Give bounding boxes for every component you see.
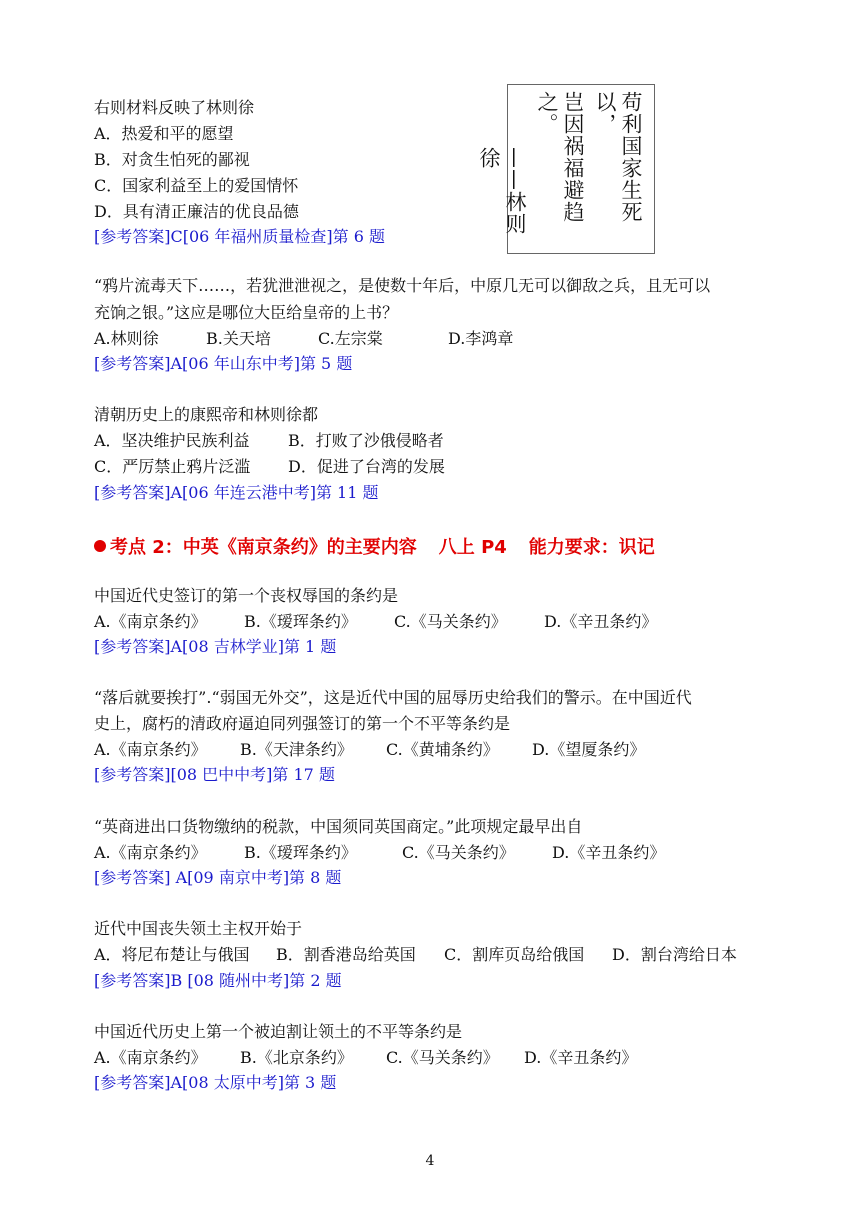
q6-answer: [参考答案] A[09 南京中考]第 8 题: [94, 868, 342, 887]
q5-stem-line-1: “落后就要挨打”.“弱国无外交”，这是近代中国的屈辱历史给我们的警示。在中国近代: [94, 688, 692, 707]
q4-option-b: B.《瑷珲条约》: [244, 612, 357, 631]
q5-stem-line-2: 史上，腐朽的清政府逼迫同列强签订的第一个不平等条约是: [94, 714, 511, 733]
q8-option-d: D.《辛丑条约》: [524, 1048, 638, 1067]
section-ability: 能力要求：识记: [528, 537, 655, 558]
q4-options: [94, 612, 657, 632]
q7-option-c: C．割库页岛给俄国: [444, 945, 585, 964]
q8-answer: [参考答案]A[08 太原中考]第 3 题: [94, 1073, 337, 1092]
q5-option-c: C.《黄埔条约》: [386, 740, 499, 759]
q8-option-c: C.《马关条约》: [386, 1048, 499, 1067]
section-heading: [94, 533, 655, 559]
q3-option-c: C．严厉禁止鸦片泛滥: [94, 457, 251, 476]
q5-option-d: D.《望厦条约》: [532, 740, 646, 759]
q7-option-a: A．将尼布楚让与俄国: [94, 945, 250, 964]
q5-answer: [参考答案][08 巴中中考]第 17 题: [94, 765, 335, 784]
q2-answer: [参考答案]A[06 年山东中考]第 5 题: [94, 354, 353, 373]
q6-option-b: B.《瑷珲条约》: [244, 843, 357, 862]
q1-option-b: B．对贪生怕死的鄙视: [94, 150, 250, 169]
q2-option-c: C.左宗棠: [318, 329, 383, 348]
q1-answer: [参考答案]C[06 年福州质量检查]第 6 题: [94, 227, 386, 246]
q2-option-d: D.李鸿章: [448, 329, 514, 348]
q7-stem: 近代中国丧失领土主权开始于: [94, 919, 303, 938]
q8-option-b: B.《北京条约》: [240, 1048, 353, 1067]
section-title: 考点 2：中英《南京条约》的主要内容: [110, 537, 417, 558]
q6-options: [94, 843, 665, 863]
q4-option-a: A.《南京条约》: [94, 612, 207, 631]
q4-option-d: D.《辛丑条约》: [544, 612, 658, 631]
q2-option-a: A.林则徐: [94, 329, 159, 348]
q6-stem: “英商进出口货物缴纳的税款，中国须同英国商定。”此项规定最早出自: [94, 817, 583, 836]
q7-options: [94, 945, 737, 965]
q3-options-row-1: [94, 431, 444, 451]
q4-stem: 中国近代史签订的第一个丧权辱国的条约是: [94, 586, 399, 605]
q7-option-d: D．割台湾给日本: [612, 945, 737, 964]
q6-option-c: C.《马关条约》: [402, 843, 515, 862]
quote-line-1: 苟利国家生死以，: [593, 91, 643, 223]
q2-options: [94, 329, 513, 349]
q2-option-b: B.关天培: [206, 329, 271, 348]
q1-stem: 右则材料反映了林则徐: [94, 98, 255, 117]
q1-option-d: D．具有清正廉洁的优良品德: [94, 202, 299, 221]
q3-stem: 清朝历史上的康熙帝和林则徐都: [94, 405, 319, 424]
q1-option-a: A．热爱和平的愿望: [94, 124, 234, 143]
q2-stem-line-1: “鸦片流毒天下……，若犹泄泄视之，是使数十年后，中原几无可以御敌之兵，且无可以: [94, 276, 711, 295]
quote-signature: ——林则徐: [477, 147, 527, 235]
q3-answer: [参考答案]A[06 年连云港中考]第 11 题: [94, 483, 379, 502]
section-book-page: 八上 P4: [438, 537, 507, 558]
q1-option-c: C．国家利益至上的爱国情怀: [94, 176, 299, 195]
q8-stem: 中国近代历史上第一个被迫割让领土的不平等条约是: [94, 1022, 463, 1041]
q3-options-row-2: [94, 457, 445, 477]
q5-option-b: B.《天津条约》: [240, 740, 353, 759]
page-number: 4: [425, 1153, 435, 1169]
q3-option-a: A．坚决维护民族利益: [94, 431, 250, 450]
q2-stem-line-2: 充饷之银。”这应是哪位大臣给皇帝的上书？: [94, 303, 399, 322]
q8-options: [94, 1048, 637, 1068]
q7-answer: [参考答案]B [08 随州中考]第 2 题: [94, 971, 342, 990]
q6-option-a: A.《南京条约》: [94, 843, 207, 862]
bullet-dot-icon: [94, 540, 106, 552]
q3-option-b: B．打败了沙俄侵略者: [288, 431, 444, 450]
q8-option-a: A.《南京条约》: [94, 1048, 207, 1067]
q4-answer: [参考答案]A[08 吉林学业]第 1 题: [94, 637, 337, 656]
q3-option-d: D．促进了台湾的发展: [288, 457, 445, 476]
q5-option-a: A.《南京条约》: [94, 740, 207, 759]
q6-option-d: D.《辛丑条约》: [552, 843, 666, 862]
q7-option-b: B．割香港岛给英国: [276, 945, 416, 964]
quote-line-2: 岂因祸福避趋之。: [535, 91, 585, 223]
lin-zexu-quote-image: [477, 84, 655, 254]
q5-options: [94, 740, 645, 760]
q4-option-c: C.《马关条约》: [394, 612, 507, 631]
